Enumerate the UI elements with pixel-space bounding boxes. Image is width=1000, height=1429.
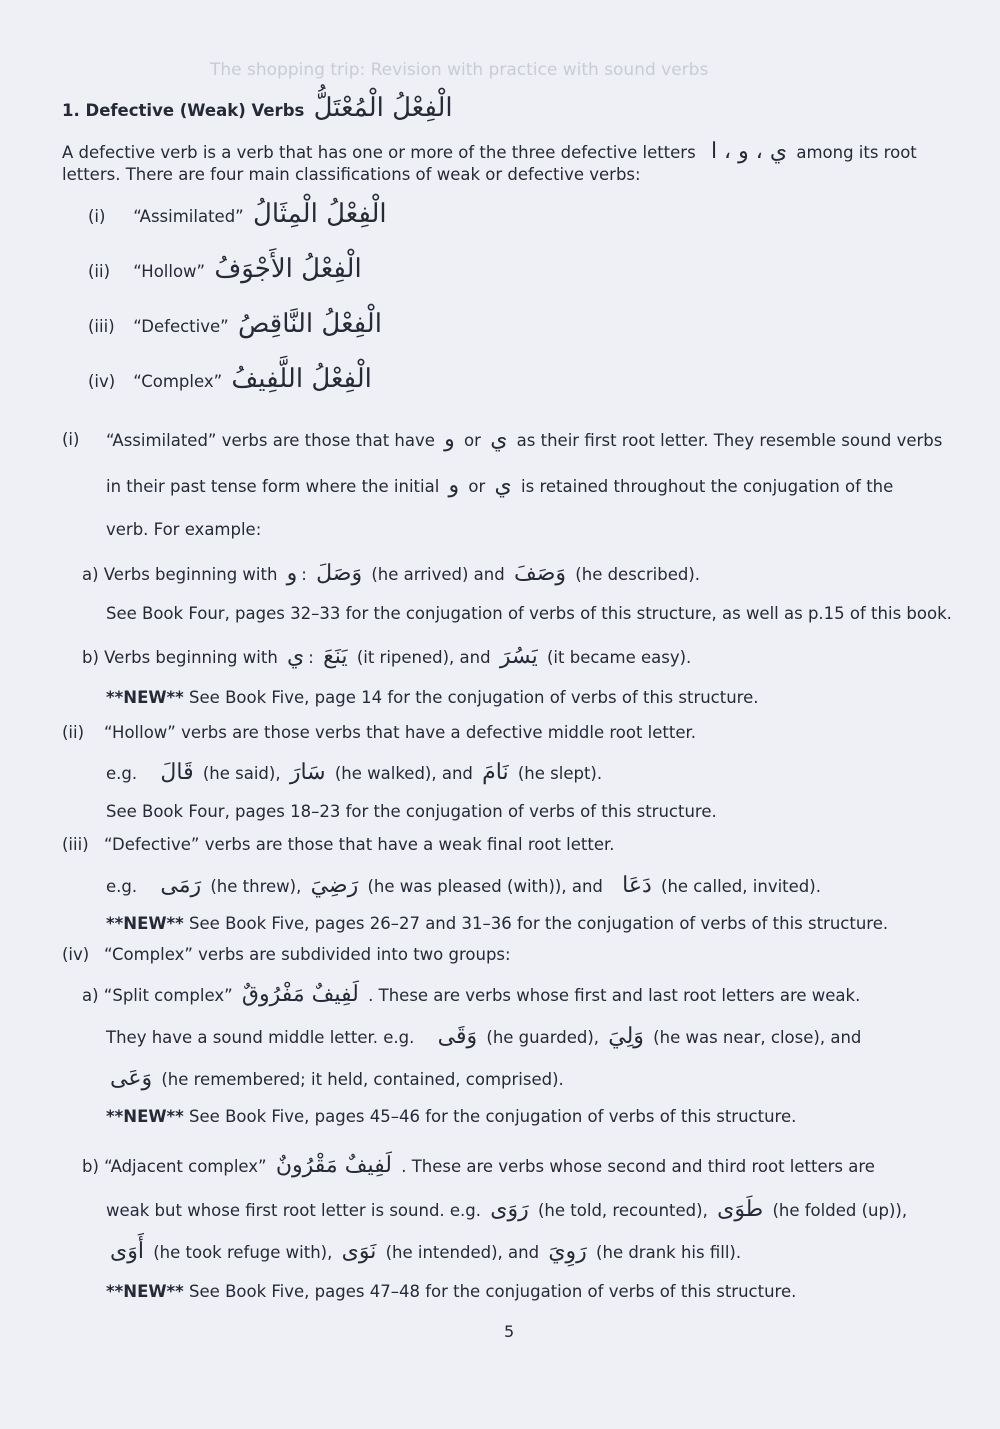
arabic-word: رَوَى [490, 1197, 529, 1222]
assimilated-line-3: verb. For example: [106, 520, 262, 539]
section-number: (iii) [62, 835, 89, 854]
arabic-word: يَنَعَ [323, 644, 348, 669]
arabic-word: وَصَلَ [316, 561, 363, 586]
gloss: (he said), [202, 764, 281, 783]
arabic-word: دَعَا [622, 873, 652, 898]
text: weak but whose first root letter is sound. e.g. [106, 1201, 482, 1220]
gloss: (he folded (up)), [772, 1201, 908, 1220]
gloss: (he guarded), [486, 1028, 599, 1047]
class-number: (iv) [88, 372, 116, 391]
arabic-letter: و [286, 561, 298, 586]
gloss: (he slept). [517, 764, 603, 783]
complex-line-1: “Complex” verbs are subdivided into two groups: [104, 945, 511, 964]
defective-examples [106, 874, 821, 899]
split-complex [82, 983, 860, 1008]
adjacent-complex-examples-2 [106, 1240, 741, 1265]
text: See Book Five, pages 26–27 and 31–36 for the conjugation of verbs of this structure. [189, 914, 889, 933]
arabic-word: سَارَ [289, 760, 326, 785]
gloss: (he arrived) and [371, 565, 505, 584]
heading-arabic: الْفِعْلُ الْمُعْتَلُّ [313, 93, 453, 123]
arabic-word: رَوِيَ [548, 1239, 587, 1264]
hollow-line-1: “Hollow” verbs are those verbs that have a defective middle root letter. [104, 723, 697, 742]
example-b [82, 645, 691, 670]
section-heading [62, 93, 457, 123]
adjacent-complex-reference [106, 1280, 796, 1304]
new-badge: **NEW** [106, 914, 184, 933]
gloss: (he walked), and [334, 764, 473, 783]
class-arabic: الْفِعْلُ الأَجْوَفُ [214, 254, 362, 284]
example-a [82, 562, 700, 587]
text: They have a sound middle letter. e.g. [106, 1028, 415, 1047]
text: or [464, 431, 481, 450]
text: e.g. [106, 877, 138, 896]
arabic-letter: و [448, 473, 460, 498]
arabic-word: وَقَى [437, 1024, 478, 1049]
defective-reference [106, 912, 888, 936]
text: . These are verbs whose second and third root letters are [401, 1157, 875, 1176]
text: “Assimilated” verbs are those that have [106, 431, 435, 450]
arabic-word: نَوَى [341, 1239, 377, 1264]
arabic-letter: ي [490, 427, 508, 452]
text: See Book Five, pages 47–48 for the conjugation of verbs of this structure. [189, 1282, 797, 1301]
arabic-term: لَفِيفٌ مَفْرُوقٌ [241, 982, 359, 1007]
gloss: (he remembered; it held, contained, comprised). [161, 1070, 564, 1089]
class-item [88, 199, 391, 229]
section-number: (ii) [62, 723, 85, 742]
text: in their past tense form where the initial [106, 477, 440, 496]
bleed-through-text: The shopping trip: Revision with practice with sound verbs [210, 60, 709, 80]
hollow-examples [106, 761, 602, 786]
text: b) “Adjacent complex” [82, 1157, 267, 1176]
arabic-word: قَالَ [160, 760, 194, 785]
defective-letters: ي ، و ، ا [710, 139, 788, 164]
new-badge: **NEW** [106, 688, 184, 707]
class-label: “Assimilated” [133, 207, 244, 226]
assimilated-line-1 [106, 428, 942, 453]
class-label: “Defective” [133, 317, 229, 336]
arabic-word: وَصَفَ [513, 561, 567, 586]
intro-text: A defective verb is a verb that has one or more of the three defective letters [62, 143, 696, 162]
gloss: (he was pleased (with)), and [367, 877, 603, 896]
gloss: (he told, recounted), [538, 1201, 708, 1220]
class-label: “Hollow” [133, 262, 206, 281]
page-number: 5 [504, 1322, 515, 1341]
arabic-word: رَضِيَ [310, 873, 359, 898]
split-complex-examples-2 [106, 1067, 564, 1092]
class-item [88, 364, 376, 394]
arabic-letter: و [444, 427, 455, 452]
text: . These are verbs whose first and last root letters are weak. [368, 986, 861, 1005]
arabic-word: وَلِيَ [608, 1024, 644, 1049]
gloss: (he threw), [210, 877, 302, 896]
class-item [88, 254, 366, 284]
arabic-letter: ي [287, 644, 305, 669]
text: : [308, 648, 314, 667]
gloss: (he described). [575, 565, 701, 584]
text: See Book Five, page 14 for the conjugation of verbs of this structure. [189, 688, 759, 707]
hollow-reference: See Book Four, pages 18–23 for the conjugation of verbs of this structure. [106, 802, 717, 821]
arabic-word: وَعَى [110, 1066, 153, 1091]
arabic-term: لَفِيفٌ مَقْرُونٌ [275, 1153, 392, 1178]
class-item [88, 309, 386, 339]
defective-line-1: “Defective” verbs are those that have a weak final root letter. [104, 835, 615, 854]
class-number: (iii) [88, 317, 115, 336]
arabic-word: نَامَ [482, 760, 509, 785]
gloss: (it became easy). [546, 648, 692, 667]
gloss: (he called, invited). [661, 877, 821, 896]
new-badge: **NEW** [106, 1282, 184, 1301]
class-arabic: الْفِعْلُ اللَّفِيفُ [231, 364, 372, 394]
split-complex-examples [106, 1025, 861, 1050]
gloss: (it ripened), and [356, 648, 491, 667]
text: a) Verbs beginning with [82, 565, 278, 584]
intro-text-end: among its root [796, 143, 917, 162]
class-number: (i) [88, 207, 106, 226]
class-label: “Complex” [133, 372, 223, 391]
adjacent-complex-examples [106, 1198, 907, 1223]
heading-title: 1. Defective (Weak) Verbs [62, 101, 305, 120]
section-number: (iv) [62, 945, 90, 964]
example-b-reference [106, 686, 759, 710]
gloss: (he took refuge with), [153, 1243, 333, 1262]
text: e.g. [106, 764, 138, 783]
adjacent-complex [82, 1154, 875, 1179]
text: : [301, 565, 307, 584]
text: a) “Split complex” [82, 986, 233, 1005]
gloss: (he was near, close), and [653, 1028, 862, 1047]
text: b) Verbs beginning with [82, 648, 278, 667]
intro-line-2: letters. There are four main classifications of weak or defective verbs: [62, 165, 641, 184]
gloss: (he drank his fill). [596, 1243, 742, 1262]
text: or [468, 477, 486, 496]
class-number: (ii) [88, 262, 111, 281]
arabic-word: يَسُرَ [499, 644, 538, 669]
arabic-word: أَوَى [110, 1239, 144, 1264]
text: is retained throughout the conjugation of the [521, 477, 894, 496]
assimilated-line-2 [106, 474, 893, 499]
arabic-word: رَمَى [160, 873, 202, 898]
text: See Book Five, pages 45–46 for the conjugation of verbs of this structure. [189, 1107, 797, 1126]
text: as their first root letter. They resemble sound verbs [516, 431, 943, 450]
example-a-reference: See Book Four, pages 32–33 for the conjugation of verbs of this structure, as well as p.15 of this book. [106, 604, 952, 623]
class-arabic: الْفِعْلُ النَّاقِصُ [237, 309, 382, 339]
arabic-letter: ي [494, 473, 512, 498]
arabic-word: طَوَى [717, 1197, 764, 1222]
split-complex-reference [106, 1105, 796, 1129]
new-badge: **NEW** [106, 1107, 184, 1126]
class-arabic: الْفِعْلُ الْمِثَالُ [252, 199, 387, 229]
intro-line-1 [62, 140, 917, 165]
gloss: (he intended), and [385, 1243, 540, 1262]
section-number: (i) [62, 430, 80, 449]
